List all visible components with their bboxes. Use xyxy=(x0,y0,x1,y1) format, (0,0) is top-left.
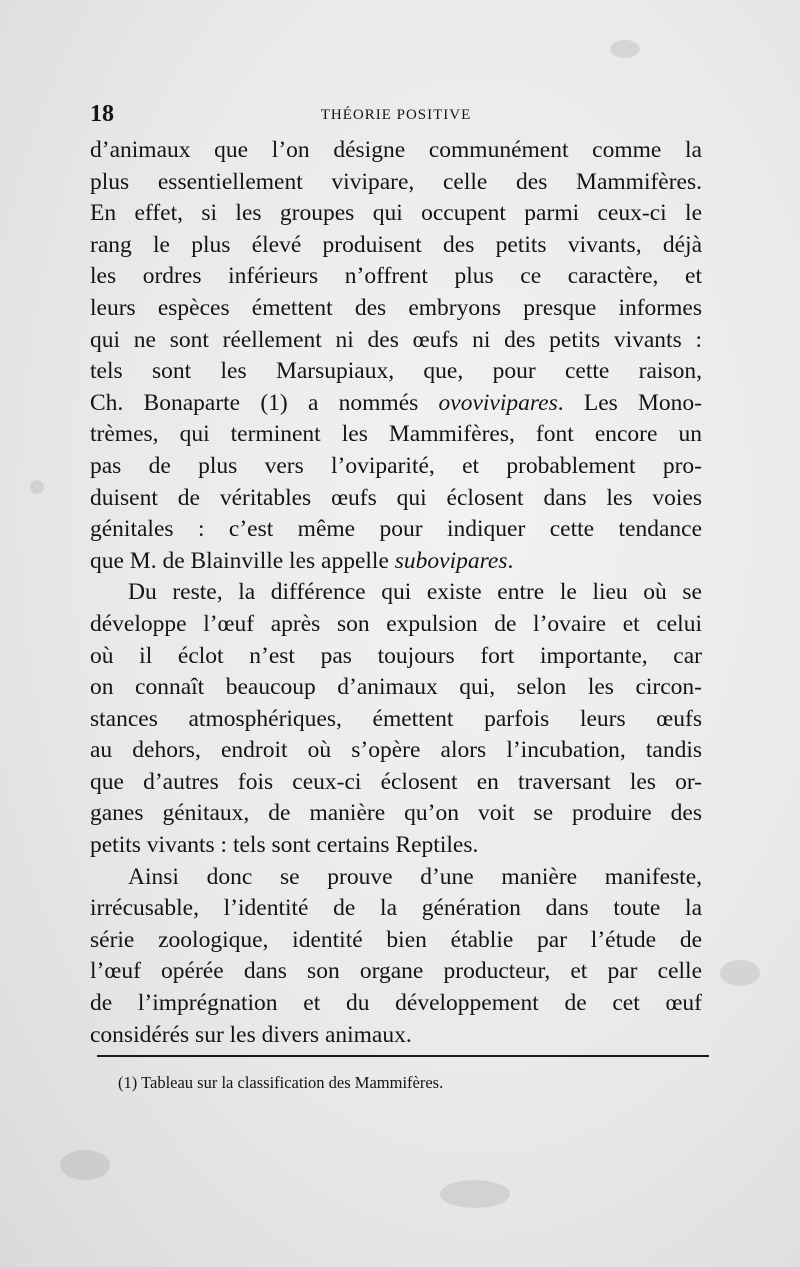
text-line: petits vivants : tels sont certains Reptiles. xyxy=(90,832,479,859)
text-line xyxy=(90,388,702,420)
text-line: où il éclot n’est pas toujours fort importante, car xyxy=(90,642,702,669)
footnote-rule xyxy=(97,1055,709,1057)
text-line: génitales : c’est même pour indiquer cette tendance xyxy=(90,516,702,543)
paper-stain xyxy=(720,960,760,986)
text-line: série zoologique, identité bien établie par l’étude de xyxy=(90,926,702,953)
text-segment: que M. de Blainville les appelle xyxy=(90,547,395,574)
text-line: développe l’œuf après son expulsion de l’ovaire et celui xyxy=(90,610,702,637)
text-line: au dehors, endroit où s’opère alors l’incubation, tandis xyxy=(90,737,702,764)
text-line: ganes génitaux, de manière qu’on voit se produire des xyxy=(90,800,702,827)
text-line: on connaît beaucoup d’animaux qui, selon les circon- xyxy=(90,674,702,701)
text-line: que d’autres fois ceux-ci éclosent en traversant les or- xyxy=(90,768,702,795)
text-line: Ainsi donc se prouve d’une manière manifeste, xyxy=(128,863,702,890)
text-line: duisent de véritables œufs qui éclosent dans les voies xyxy=(90,484,702,511)
text-line: Du reste, la différence qui existe entre le lieu où se xyxy=(128,579,702,606)
paper-stain xyxy=(610,40,640,58)
page-header xyxy=(90,101,702,131)
text-line: irrécusable, l’identité de la génération dans toute la xyxy=(90,895,702,922)
text-line: stances atmosphériques, émettent parfois leurs œufs xyxy=(90,705,702,732)
text-line: d’animaux que l’on désigne communément comme la xyxy=(90,137,702,163)
italic-term: ovovivipares xyxy=(438,389,558,416)
running-head: THÉORIE POSITIVE xyxy=(320,107,472,123)
text-line: En effet, si les groupes qui occupent parmi ceux-ci le xyxy=(90,200,702,227)
text-line: plus essentiellement vivipare, celle des Mammifères. xyxy=(90,168,702,195)
text-segment: . xyxy=(507,547,514,574)
page-number: 18 xyxy=(90,101,114,127)
paper-stain xyxy=(440,1180,510,1208)
text-line: qui ne sont réellement ni des œufs ni des petits vivants : xyxy=(90,326,702,353)
text-line: de l’imprégnation et du développement de cet œuf xyxy=(90,990,702,1017)
text-line xyxy=(90,546,702,578)
footnote: (1) Tableau sur la classification des Mammifères. xyxy=(118,1073,444,1092)
text-line: trèmes, qui terminent les Mammifères, font encore un xyxy=(90,421,702,448)
text-line: rang le plus élevé produisent des petits vivants, déjà xyxy=(90,231,702,258)
text-line: les ordres inférieurs n’offrent plus ce caractère, et xyxy=(90,263,702,290)
italic-term: subovipares xyxy=(394,547,508,574)
paper-stain xyxy=(60,1150,110,1180)
text-segment: Ch. Bonaparte (1) a nommés xyxy=(90,389,439,416)
text-line: pas de plus vers l’oviparité, et probablement pro- xyxy=(90,452,702,479)
text-line: leurs espèces émettent des embryons presque informes xyxy=(90,294,702,321)
paper-stain xyxy=(30,480,44,494)
text-line: l’œuf opérée dans son organe producteur, et par celle xyxy=(90,958,702,985)
text-line: tels sont les Marsupiaux, que, pour cette raison, xyxy=(90,358,702,385)
body-text xyxy=(90,135,702,1051)
text-line: considérés sur les divers animaux. xyxy=(90,1021,412,1048)
text-segment: . Les Mono- xyxy=(557,389,702,416)
